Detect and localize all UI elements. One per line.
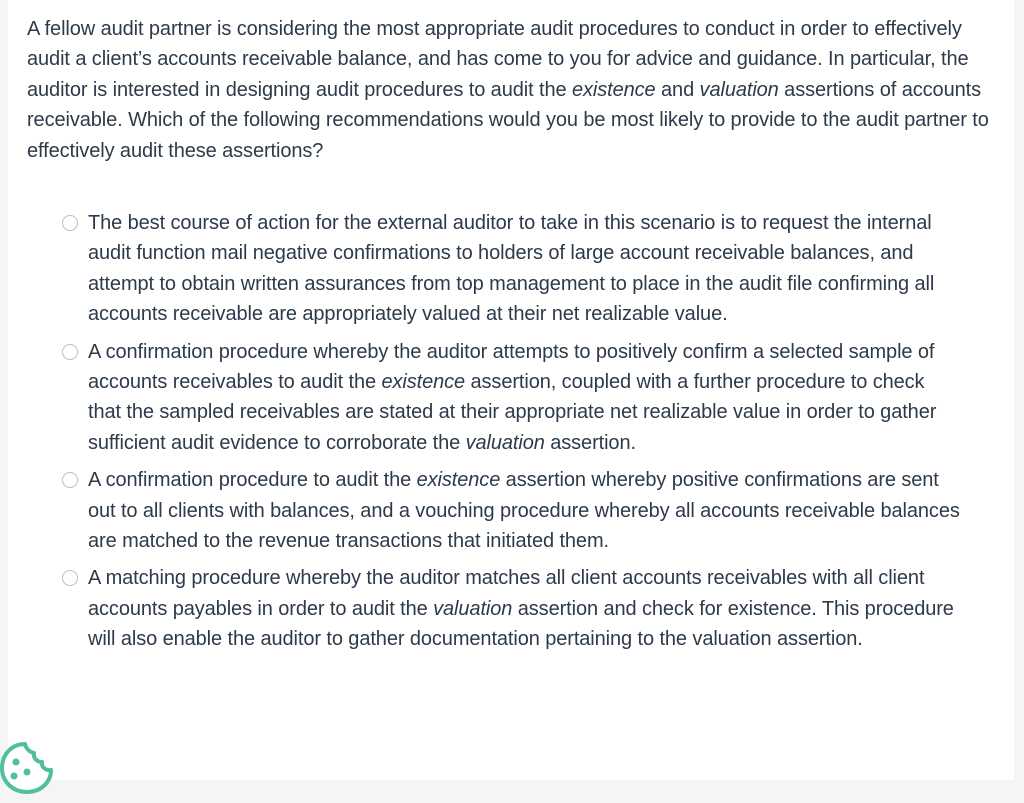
answer-option-4[interactable] [62,563,962,654]
answer-emphasis: valuation [433,597,513,620]
answer-text-part: A confirmation procedure to audit the [88,469,417,492]
answer-option-text [88,208,962,330]
answer-text-part: A confirmation procedure whereby the auditor attempts to positively confirm a selected sample of accounts receivables to audit the [88,340,935,394]
question-text-part: and [655,78,700,101]
question-emphasis-valuation: valuation [699,78,779,101]
question-text-part: A fellow audit partner is considering the most appropriate audit procedures to conduct in order to effectively audit a client’s accounts receivable balance, and has come to you for advice and guidance. In particular, the auditor is interested in designing audit procedures to audit the [27,18,969,101]
answer-option-text [88,465,962,556]
answer-option-1[interactable] [62,208,962,330]
answer-text-part: assertion whereby positive confirmations are sent out to all clients with balances, and a vouching procedure whereby all accounts receivable balances are matched to the revenue transactions that initiated them. [88,469,960,553]
answer-text-part: assertion, coupled with a further procedure to check that the sampled receivables are stated at their appropriate net realizable value in order to gather sufficient audit evidence to corroborate the [88,371,937,454]
question-text [27,14,1002,166]
answer-emphasis: existence [381,371,466,394]
answer-options [62,208,962,662]
answer-option-3[interactable] [62,465,962,556]
answer-text-part: assertion and check for existence. This procedure will also enable the auditor to gather documentation pertaining to the valuation assertion. [88,597,954,651]
cookie-icon[interactable] [0,738,58,798]
answer-text-part: assertion. [544,431,636,454]
radio-button[interactable] [62,215,78,231]
question-text-part: assertions of accounts receivable. Which of the following recommendations would you be most likely to provide to the audit partner to effectively audit these assertions? [27,78,989,162]
radio-button[interactable] [62,344,78,360]
answer-emphasis: valuation [465,431,545,454]
radio-button[interactable] [62,472,78,488]
answer-text-part: A matching procedure whereby the auditor matches all client accounts receivables with all client accounts payables in order to audit the [88,567,925,620]
answer-text-part: The best course of action for the external auditor to take in this scenario is to request the internal audit function mail negative confirmations to holders of large account receivable balances, and attempt to obtain written assurances from top management to place in the audit file confirming all accounts receivable are appropriately valued at their net realizable value. [88,212,935,326]
answer-option-text [88,337,962,459]
answer-option-2[interactable] [62,337,962,459]
radio-button[interactable] [62,570,78,586]
answer-emphasis: existence [416,469,501,492]
question-emphasis-existence: existence [571,78,656,101]
question-card [8,0,1014,780]
answer-option-text [88,563,962,654]
cookie-icon-graphic [0,738,58,798]
